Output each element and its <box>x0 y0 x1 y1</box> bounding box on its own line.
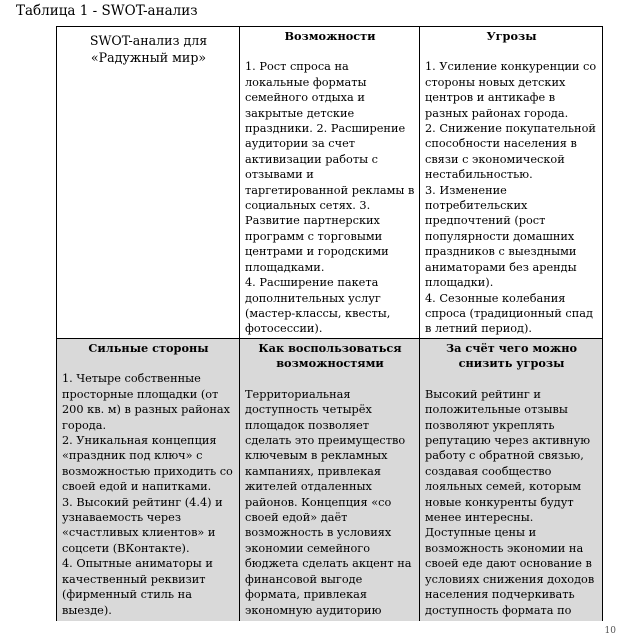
use-opportunities-cell <box>240 339 420 622</box>
use-opportunities-header: Как воспользоваться возможностями <box>258 341 402 371</box>
page-number: 10 <box>604 626 616 636</box>
use-opportunities-text: Территориальная доступность четырёх площадок позволяет сделать это преимущество ключевым в рекламных кампаниях, привлекая жителей отдаленных районов. Концепция «со своей едой» даёт возможность в условиях экономии семейного бюджета сделать акцент на финансовой выгоде формата, привлекая экономную аудиторию <box>245 387 412 617</box>
table-caption: Таблица 1 - SWOT-анализ <box>16 3 198 19</box>
threats-header: Угрозы <box>486 29 537 43</box>
corner-cell <box>57 27 240 339</box>
opportunities-text: 1. Рост спроса на локальные форматы семейного отдыха и закрытые детские праздники. 2. Расширение аудитории за счет активизации работы с отзывами и таргетированной рекламы в социальных сетях. 3. Развитие партнерских программ с торговыми центрами и городскими площадками. 4. Расширение пакета дополнительных услуг (мастер-классы, квесты, фотосессии). <box>245 60 415 336</box>
table-row <box>57 27 603 339</box>
table-row <box>57 339 603 622</box>
reduce-threats-header: За счёт чего можно снизить угрозы <box>445 341 578 371</box>
opportunities-cell <box>240 27 420 339</box>
reduce-threats-cell <box>420 339 603 622</box>
strengths-cell <box>57 339 240 622</box>
reduce-threats-text: Высокий рейтинг и положительные отзывы позволяют укреплять репутацию через активную работу с обратной связью, создавая сообщество лояльных семей, которым новые конкуренты будут менее интересны. Доступные цены и возможность экономии на своей еде дают основание в условиях снижения доходов населения подчеркивать доступность формата по <box>425 387 595 617</box>
threats-cell <box>420 27 603 339</box>
corner-title: SWOT-анализ для «Радужный мир» <box>89 33 208 65</box>
strengths-header: Сильные стороны <box>88 341 209 355</box>
threats-text: 1. Усиление конкуренции со стороны новых детских центров и антикафе в разных районах города. 2. Снижение покупательной способности населения в связи с экономической нестабильностью. 3. Изменение потребительских предпочтений (рост популярности домашних праздников с выездными аниматорами без аренды площадки). 4. Сезонные колебания спроса (традиционный спад в летний период). <box>425 60 597 336</box>
strengths-text: 1. Четыре собственные просторные площадки (от 200 кв. м) в разных районах города. 2. Уникальная концепция «праздник под ключ» с возможностью приходить со своей едой и напитками. 3. Высокий рейтинг (4.4) и узнаваемость через «счастливых клиентов» и соцсети (ВКонтакте). 4. Опытные аниматоры и качественный реквизит (фирменный стиль на выезде). <box>62 372 233 617</box>
swot-table <box>56 26 603 621</box>
opportunities-header: Возможности <box>284 29 376 43</box>
